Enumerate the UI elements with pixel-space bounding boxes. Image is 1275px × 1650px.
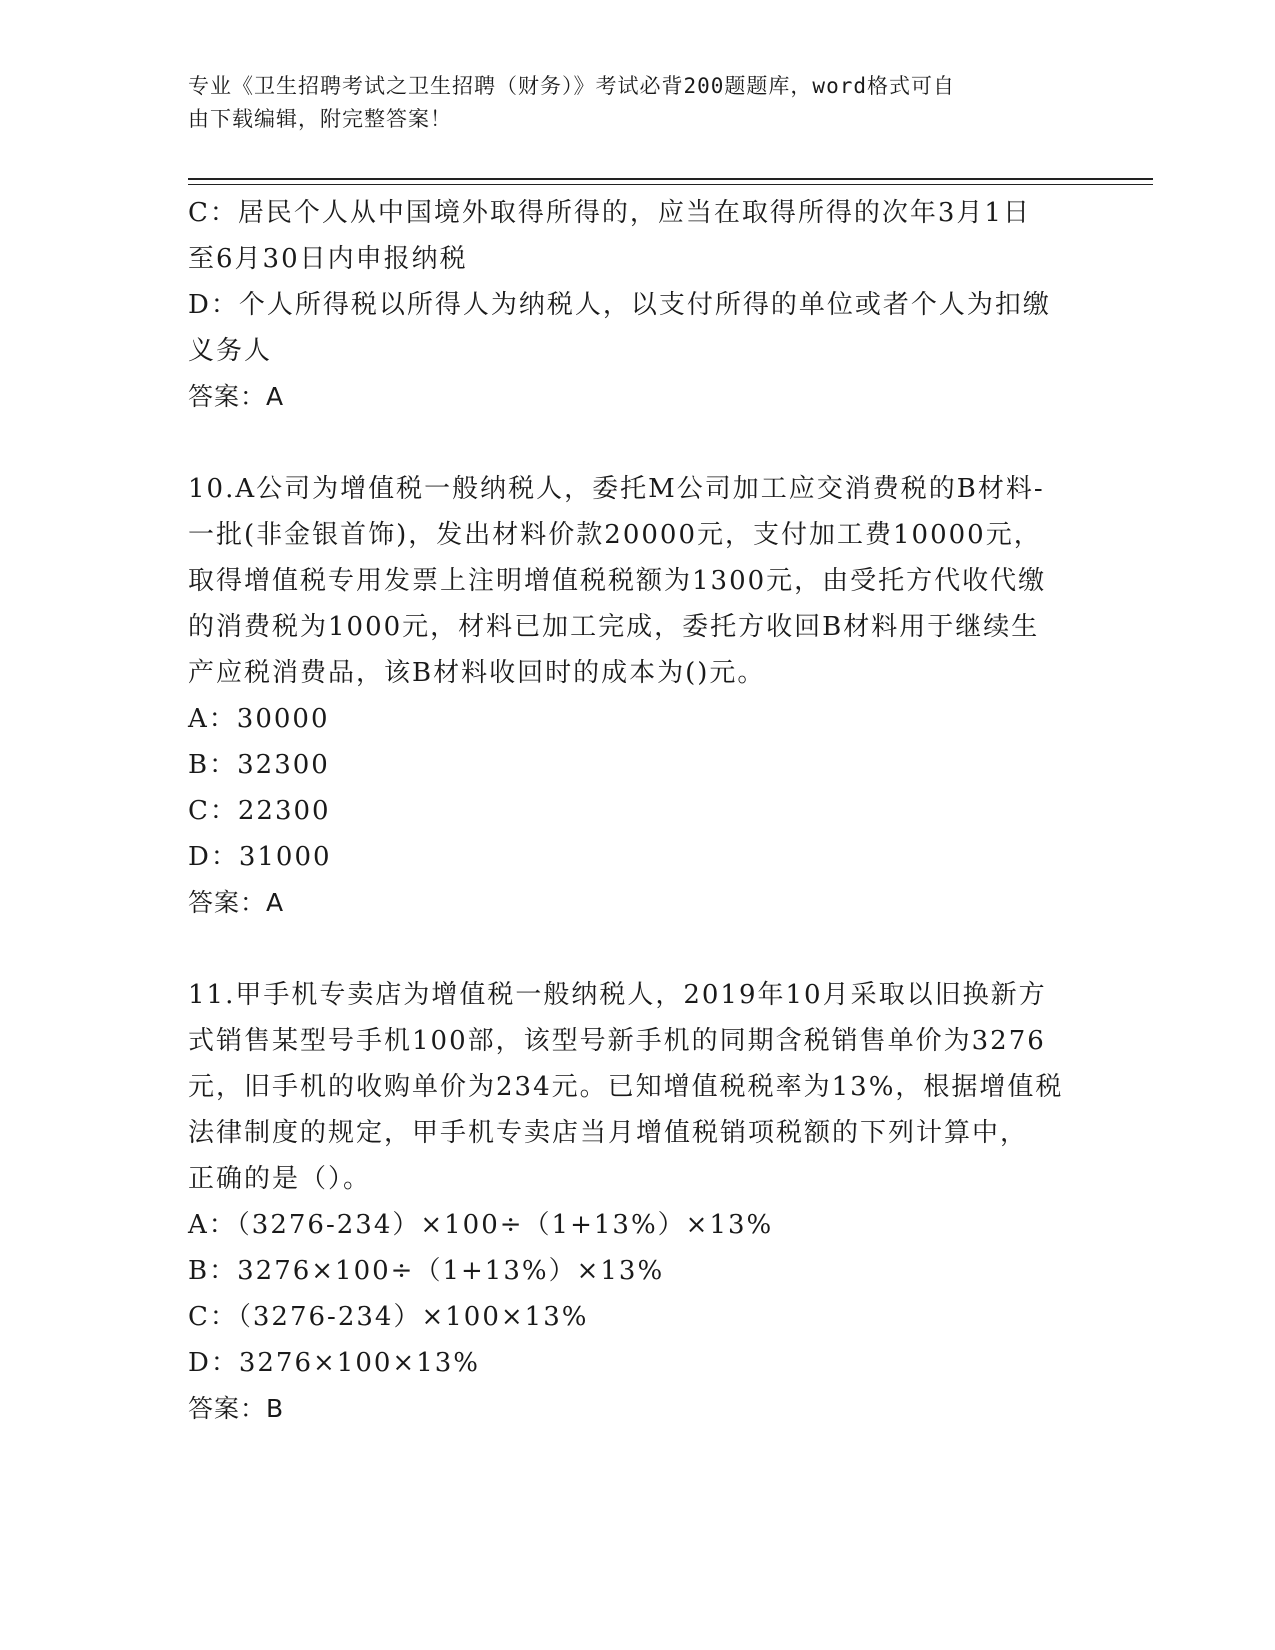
answer-line: 答案：B [188, 1394, 285, 1423]
question-stem-line: 10.A公司为增值税一般纳税人，委托M公司加工应交消费税的B材料- [188, 474, 1045, 504]
document-header [188, 70, 1068, 136]
header-divider-thin [188, 184, 1153, 185]
question-stem-line: 一批(非金银首饰)，发出材料价款20000元，支付加工费10000元， [188, 520, 1042, 550]
question-10 [188, 466, 1078, 926]
option-b: B：3276×100÷（1+13%）×13% [188, 1256, 665, 1286]
question-stem-line: 取得增值税专用发票上注明增值税税额为1300元，由受托方代收代缴 [188, 566, 1047, 596]
question-11 [188, 972, 1078, 1432]
option-c: C：（3276-234）×100×13% [188, 1302, 589, 1332]
option-a: A：30000 [188, 704, 330, 734]
spacer [188, 926, 1078, 972]
question-stem-line: 产应税消费品，该B材料收回时的成本为()元。 [188, 658, 766, 688]
answer-line: 答案：A [188, 888, 285, 917]
option-d-line-2: 义务人 [188, 336, 273, 366]
header-line-1: 专业《卫生招聘考试之卫生招聘（财务）》考试必背200题题库，word格式可自 [188, 74, 955, 98]
spacer [188, 420, 1078, 466]
option-d: D：3276×100×13% [188, 1348, 480, 1378]
option-a: A：（3276-234）×100÷（1+13%）×13% [188, 1210, 774, 1240]
option-c: C：22300 [188, 796, 331, 826]
question-stem-line: 的消费税为1000元，材料已加工完成，委托方收回B材料用于继续生 [188, 612, 1040, 642]
option-c-line-2: 至6月30日内申报纳税 [188, 244, 468, 274]
previous-question-tail [188, 190, 1078, 420]
option-d: D：31000 [188, 842, 332, 872]
header-divider-thick [188, 178, 1153, 180]
answer-line: 答案：A [188, 382, 285, 411]
header-line-2: 由下载编辑，附完整答案！ [188, 107, 452, 131]
question-stem-line: 11.甲手机专卖店为增值税一般纳税人，2019年10月采取以旧换新方 [188, 980, 1047, 1010]
option-c-line-1: C：居民个人从中国境外取得所得的，应当在取得所得的次年3月1日 [188, 198, 1031, 228]
question-content [188, 190, 1078, 1432]
option-d-line-1: D：个人所得税以所得人为纳税人，以支付所得的单位或者个人为扣缴 [188, 290, 1051, 320]
question-stem-line: 法律制度的规定，甲手机专卖店当月增值税销项税额的下列计算中， [188, 1118, 1029, 1148]
question-stem-line: 元，旧手机的收购单价为234元。已知增值税税率为13%，根据增值税 [188, 1072, 1064, 1102]
question-stem-line: 式销售某型号手机100部，该型号新手机的同期含税销售单价为3276 [188, 1026, 1046, 1056]
question-stem-line: 正确的是（）。 [188, 1164, 372, 1194]
option-b: B：32300 [188, 750, 330, 780]
